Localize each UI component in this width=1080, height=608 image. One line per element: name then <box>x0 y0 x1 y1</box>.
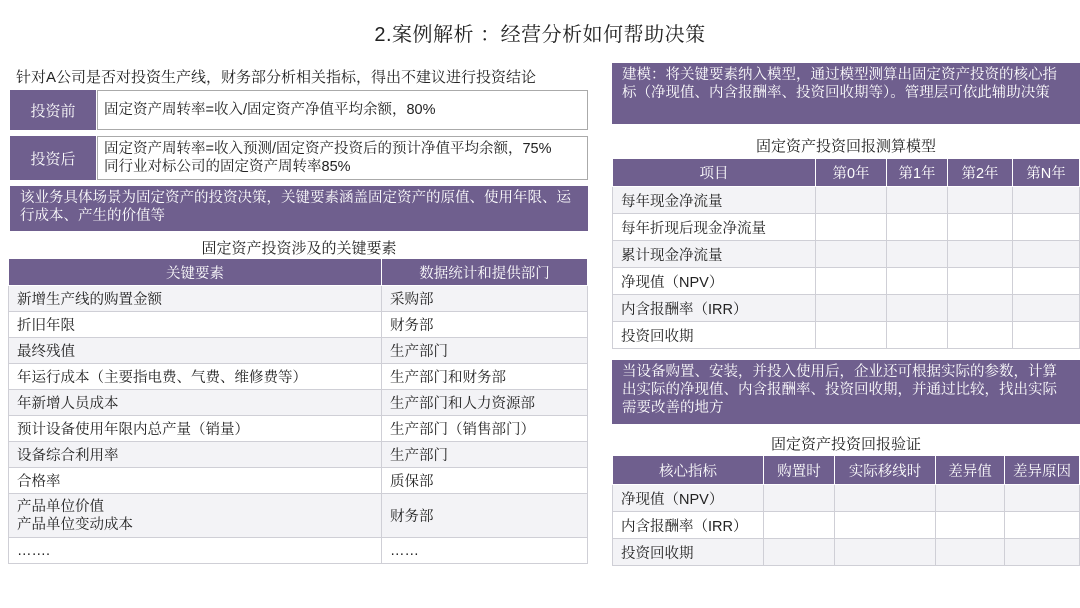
elements-row <box>9 338 588 364</box>
verify-note: 当设备购置、安装，并投入使用后，企业还可根据实际的参数，计算出实际的净现值、内含报酬率、投资回收期，并通过比较，找出实际需要改善的地方 <box>612 360 1080 424</box>
elements-row-cell: 年新增人员成本 <box>9 390 382 416</box>
before-label: 投资前 <box>10 90 96 130</box>
verify-row-cell <box>1005 485 1080 512</box>
elements-row-cell: 新增生产线的购置金额 <box>9 286 382 312</box>
elements-header-department: 数据统计和提供部门 <box>382 259 588 286</box>
elements-row-cell: 生产部门 <box>382 442 588 468</box>
model-header-year2: 第2年 <box>948 159 1013 187</box>
model-table <box>612 158 1080 349</box>
verify-row-cell: 内含报酬率（IRR） <box>613 512 764 539</box>
elements-row-cell: 生产部门和财务部 <box>382 364 588 390</box>
elements-row-cell: 设备综合利用率 <box>9 442 382 468</box>
verify-row-cell: 投资回收期 <box>613 539 764 566</box>
elements-row-cell: 预计设备使用年限内总产量（销量） <box>9 416 382 442</box>
verify-row-cell <box>835 539 936 566</box>
model-row-cell <box>1013 241 1080 268</box>
model-row <box>613 214 1080 241</box>
model-row-cell <box>887 187 948 214</box>
model-row-cell <box>887 241 948 268</box>
elements-row-cell: 质保部 <box>382 468 588 494</box>
model-row-cell <box>887 295 948 322</box>
model-row-cell <box>816 295 887 322</box>
model-row-cell <box>816 322 887 349</box>
elements-row <box>9 390 588 416</box>
after-box <box>97 136 588 180</box>
elements-row-cell: 产品单位价值 产品单位变动成本 <box>9 494 382 538</box>
elements-row-cell: ……. <box>9 538 382 564</box>
model-row-cell: 内含报酬率（IRR） <box>613 295 816 322</box>
model-header-year1: 第1年 <box>887 159 948 187</box>
elements-row <box>9 494 588 538</box>
after-line2: 同行业对标公司的固定资产周转率85% <box>104 159 351 175</box>
model-row-cell <box>816 268 887 295</box>
model-header-year0: 第0年 <box>816 159 887 187</box>
verify-header-purchase: 购置时 <box>764 456 835 485</box>
elements-row <box>9 416 588 442</box>
before-text: 固定资产周转率=收入/固定资产净值平均余额，80% <box>104 102 436 118</box>
elements-row-cell: 财务部 <box>382 494 588 538</box>
model-row-cell: 净现值（NPV） <box>613 268 816 295</box>
verify-row <box>613 512 1080 539</box>
elements-row <box>9 468 588 494</box>
verify-row-cell <box>1005 539 1080 566</box>
model-row-cell <box>1013 295 1080 322</box>
elements-row-cell: 生产部门 <box>382 338 588 364</box>
model-row <box>613 187 1080 214</box>
after-label: 投资后 <box>10 136 96 180</box>
elements-row-cell: 生产部门（销售部门） <box>382 416 588 442</box>
model-row-cell <box>948 268 1013 295</box>
verify-row-cell <box>764 485 835 512</box>
model-row-cell <box>816 214 887 241</box>
model-header-yearN: 第N年 <box>1013 159 1080 187</box>
verify-table <box>612 455 1080 566</box>
model-row-cell <box>1013 322 1080 349</box>
elements-row-cell: 采购部 <box>382 286 588 312</box>
model-row-cell <box>948 322 1013 349</box>
verify-row-cell <box>936 485 1005 512</box>
elements-table <box>8 258 588 564</box>
verify-row-cell <box>936 512 1005 539</box>
model-row-cell <box>887 268 948 295</box>
elements-row <box>9 538 588 564</box>
model-row-cell <box>948 187 1013 214</box>
elements-row <box>9 312 588 338</box>
elements-header-element: 关键要素 <box>9 259 382 286</box>
elements-row-cell: 最终残值 <box>9 338 382 364</box>
model-row-cell <box>948 295 1013 322</box>
elements-row-cell: 生产部门和人力资源部 <box>382 390 588 416</box>
elements-row <box>9 442 588 468</box>
verify-row <box>613 539 1080 566</box>
elements-row-cell: 年运行成本（主要指电费、气费、维修费等） <box>9 364 382 390</box>
model-row <box>613 322 1080 349</box>
model-row-cell <box>816 241 887 268</box>
model-note: 建模：将关键要素纳入模型，通过模型测算出固定资产投资的核心指标（净现值、内含报酬率、投资回收期等）。管理层可依此辅助决策 <box>612 63 1080 124</box>
verify-header-diff: 差异值 <box>936 456 1005 485</box>
model-row-cell: 累计现金净流量 <box>613 241 816 268</box>
model-row-cell <box>887 214 948 241</box>
verify-row-cell <box>936 539 1005 566</box>
verify-row-cell <box>764 539 835 566</box>
verify-row-cell: 净现值（NPV） <box>613 485 764 512</box>
verify-row <box>613 485 1080 512</box>
model-row <box>613 241 1080 268</box>
model-row-cell <box>948 241 1013 268</box>
before-box <box>97 90 588 130</box>
model-header-item: 项目 <box>613 159 816 187</box>
model-row <box>613 295 1080 322</box>
model-row-cell <box>1013 187 1080 214</box>
elements-row-cell: 合格率 <box>9 468 382 494</box>
verify-row-cell <box>835 485 936 512</box>
model-table-caption: 固定资产投资回报测算模型 <box>755 138 936 155</box>
elements-row <box>9 286 588 312</box>
elements-row-cell: 折旧年限 <box>9 312 382 338</box>
elements-row-cell: …… <box>382 538 588 564</box>
after-line1: 固定资产周转率=收入预测/固定资产投资后的预计净值平均余额，75% <box>104 141 552 157</box>
intro-text: 针对A公司是否对投资生产线，财务部分析相关指标，得出不建议进行投资结论 <box>16 69 537 86</box>
verify-row-cell <box>764 512 835 539</box>
model-row <box>613 268 1080 295</box>
elements-table-caption: 固定资产投资涉及的关键要素 <box>201 240 397 257</box>
scenario-note: 该业务具体场景为固定资产的投资决策，关键要素涵盖固定资产的原值、使用年限、运行成本、产生的价值等 <box>10 186 588 231</box>
verify-table-caption: 固定资产投资回报验证 <box>770 436 921 453</box>
model-row-cell <box>887 322 948 349</box>
slide-title: 2.案例解析 ：经营分析如何帮助决策 <box>374 24 706 46</box>
verify-header-reason: 差异原因 <box>1005 456 1080 485</box>
model-row-cell <box>816 187 887 214</box>
model-row-cell <box>948 214 1013 241</box>
model-row-cell: 投资回收期 <box>613 322 816 349</box>
verify-row-cell <box>1005 512 1080 539</box>
model-row-cell: 每年现金净流量 <box>613 187 816 214</box>
elements-row <box>9 364 588 390</box>
elements-row-cell: 财务部 <box>382 312 588 338</box>
verify-row-cell <box>835 512 936 539</box>
model-row-cell <box>1013 268 1080 295</box>
verify-header-actual: 实际移线时 <box>835 456 936 485</box>
verify-header-metric: 核心指标 <box>613 456 764 485</box>
model-row-cell: 每年折现后现金净流量 <box>613 214 816 241</box>
model-row-cell <box>1013 214 1080 241</box>
